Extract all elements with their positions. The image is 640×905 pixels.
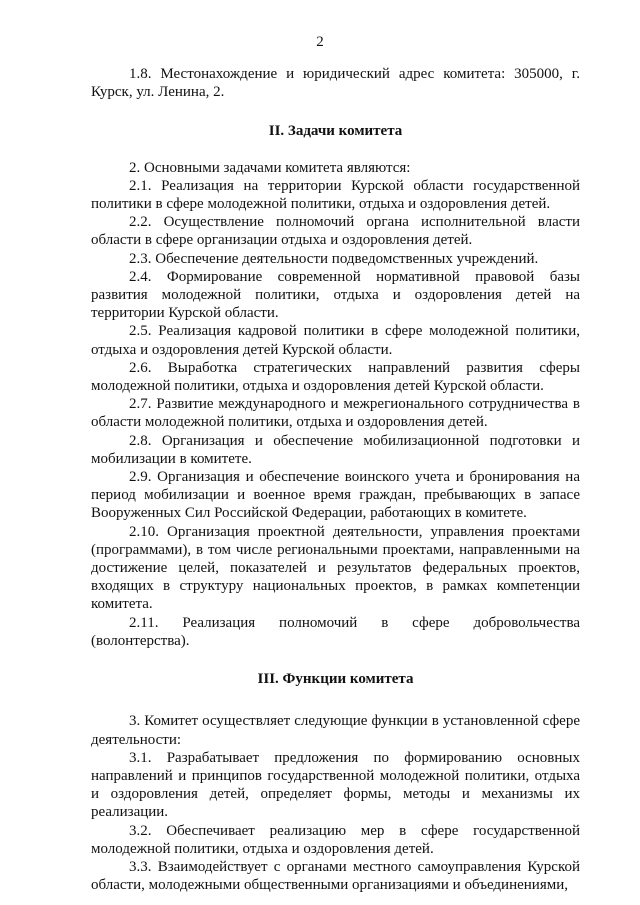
paragraph-2-4: 2.4. Формирование современной нормативной правовой базы развития молодежной политики, отдыха и оздоровления детей на территории Курской области. — [91, 268, 580, 322]
document-body — [91, 65, 580, 894]
paragraph-2-7: 2.7. Развитие международного и межрегионального сотрудничества в области молодежной политики, отдыха и оздоровления детей. — [91, 396, 580, 431]
paragraph-2-8: 2.8. Организация и обеспечение мобилизационной подготовки и мобилизации в комитете. — [91, 432, 580, 467]
paragraph-2-6: 2.6. Выработка стратегических направлений развития сферы молодежной политики, отдыха и оздоровления детей Курской области. — [91, 359, 580, 395]
paragraph-2-1: 2.1. Реализация на территории Курской области государственной политики в сфере молодежной политики, отдыха и оздоровления детей. — [91, 177, 580, 213]
paragraph-2-3: 2.3. Обеспечение деятельности подведомственных учреждений. — [129, 250, 539, 267]
paragraph-3-1: 3.1. Разрабатывает предложения по формированию основных направлений и принципов государственной молодежной политики, отдыха и оздоровления детей, определяет формы, методы и механизмы их реализации. — [91, 749, 580, 821]
paragraph-3-3: 3.3. Взаимодействует с органами местного самоуправления Курской области, молодежными общественными организациями и объединениями, — [91, 858, 580, 894]
section-heading-functions: III. Функции комитета — [257, 671, 414, 688]
paragraph-2-11: 2.11. Реализация полномочий в сфере добровольчества (волонтерства). — [91, 614, 580, 649]
paragraph-2: 2. Основными задачами комитета являются: — [129, 159, 411, 176]
paragraph-2-2: 2.2. Осуществление полномочий органа исполнительной власти области в сфере организации отдыха и оздоровления детей. — [91, 214, 580, 249]
paragraph-2-10: 2.10. Организация проектной деятельности, управления проектами (программами), в том числе региональными проектами, направленными на достижение целей, показателей и результатов федеральных проектов, входящих в структуру национальных проектов, в рамках компетенции комитета. — [91, 523, 580, 613]
paragraph-1-8: 1.8. Местонахождение и юридический адрес комитета: 305000, г. Курск, ул. Ленина, 2. — [91, 66, 580, 101]
paragraph-3-2: 3.2. Обеспечивает реализацию мер в сфере государственной молодежной политики, отдыха и оздоровления детей. — [91, 822, 580, 857]
paragraph-2-5: 2.5. Реализация кадровой политики в сфере молодежной политики, отдыха и оздоровления детей Курской области. — [91, 323, 580, 358]
page-number: 2 — [316, 34, 324, 50]
section-functions — [91, 712, 580, 894]
section-heading-tasks: II. Задачи комитета — [268, 123, 403, 140]
paragraph-2-9: 2.9. Организация и обеспечение воинского учета и бронирования на период мобилизации и военное время граждан, пребывающих в запасе Вооруженных Сил Российской Федерации, работающих в комитете. — [91, 469, 580, 522]
paragraph-3: 3. Комитет осуществляет следующие функции в установленной сфере деятельности: — [91, 713, 580, 748]
section-tasks — [91, 159, 580, 650]
